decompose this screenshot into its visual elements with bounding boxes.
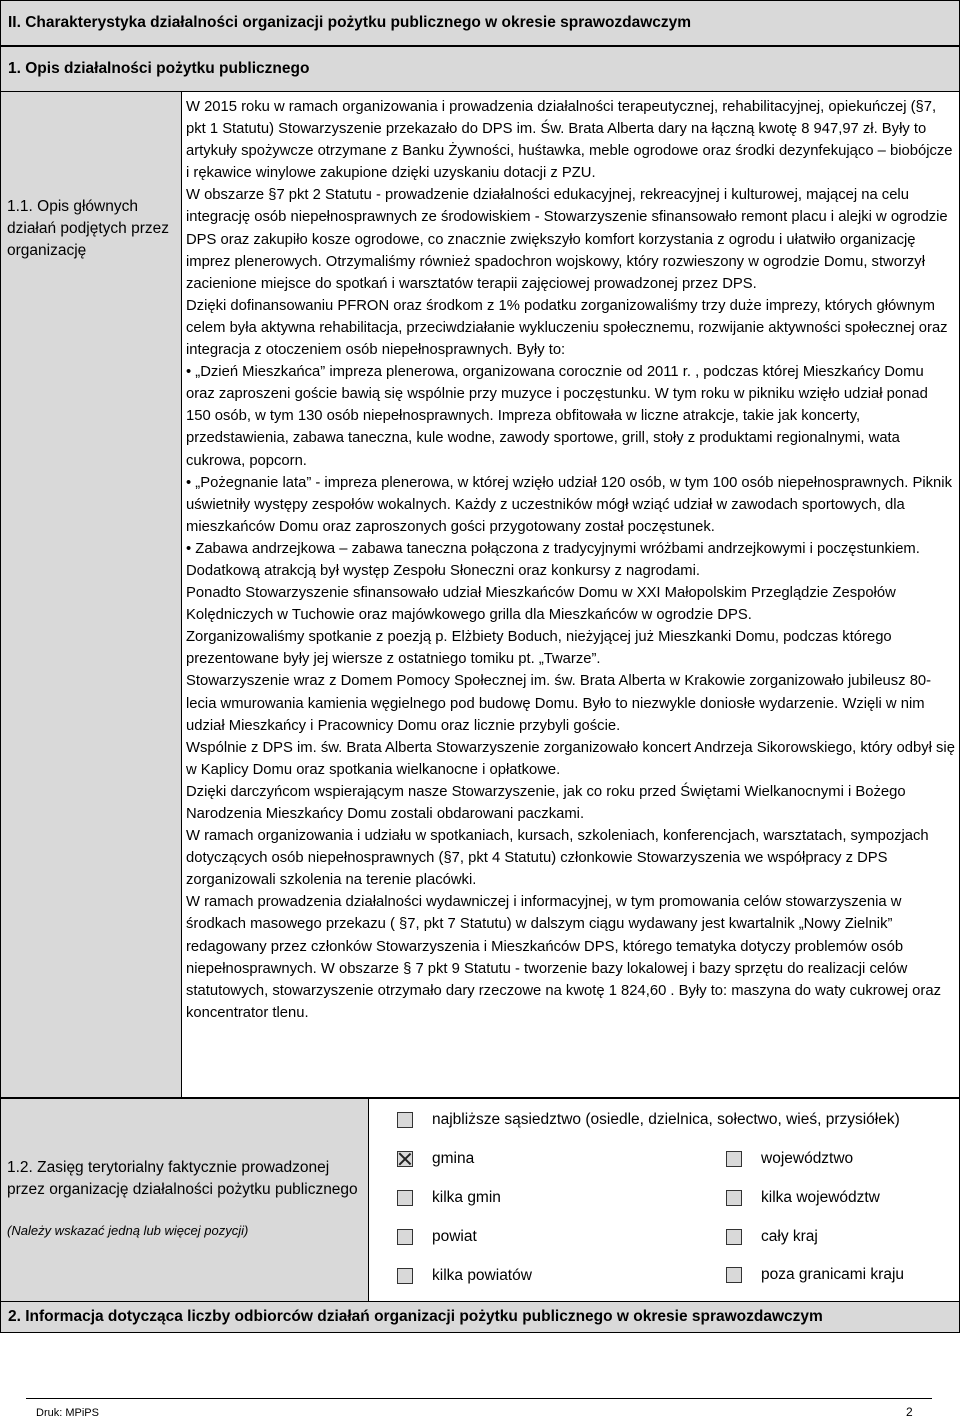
paragraph: Dzięki dofinansowaniu PFRON oraz środkom z 1% podatku zorganizowaliśmy trzy duże imprezy, których głównym celem była aktywna rehabilitacja, przeciwdziałanie wykluczeniu społecznemu, rozwijanie aktywności społecznej oraz integracja z otoczeniem osób niepełnosprawnych. Były to: xyxy=(186,297,948,359)
section-1-1-body xyxy=(186,96,956,1024)
footer-divider xyxy=(26,1398,932,1399)
checkbox-caly-kraj[interactable] xyxy=(726,1229,742,1245)
section-1-1-label-cell xyxy=(0,91,182,1098)
checkbox-poza-granicami[interactable] xyxy=(726,1267,742,1283)
checkbox-kilka-gmin[interactable] xyxy=(397,1190,413,1206)
option-label: kilka gmin xyxy=(432,1189,501,1206)
paragraph: • „Pożegnanie lata” - impreza plenerowa, w której wzięło udział 120 osób, w tym 100 osób niepełnosprawnych. Piknik uświetniły występy zespołów wokalnych. Każdy z uczestników mógł wziąć udział w zawodach sportowych, dla mieszkańców Domu oraz zaproszonych gości przygotowany został poczęstunek. xyxy=(186,474,952,535)
option-label: poza granicami kraju xyxy=(761,1266,905,1283)
section-title xyxy=(0,0,960,46)
paragraph: Stowarzyszenie wraz z Domem Pomocy Społecznej im. św. Brata Alberta w Krakowie zorganizowało jubileusz 80- lecia wmurowania kamienia węgielnego pod budowę Domu. Było to niezwykle doniosłe wydarzenie. Wzięli w nim udział Mieszkańcy i Pracownicy Domu oraz licznie przybyli goście. xyxy=(186,673,932,734)
checkbox-wojewodztwo[interactable] xyxy=(726,1151,742,1167)
subsection-title xyxy=(0,46,960,92)
option-label: gmina xyxy=(432,1150,475,1167)
footer-print-label: Druk: MPiPS xyxy=(36,1407,99,1419)
section-1-2-label-cell xyxy=(0,1098,369,1302)
option-gmina[interactable] xyxy=(397,1150,474,1168)
option-neighbourhood[interactable] xyxy=(397,1111,900,1129)
paragraph: • Zabawa andrzejkowa – zabawa taneczna połączona z tradycyjnymi wróżbami andrzejkowymi i poczęstunkiem. Dodatkową atrakcją był występ Zespołu Słoneczni oraz konkursy z nagrodami. xyxy=(186,540,920,579)
section-title-text: II. Charakterystyka działalności organizacji pożytku publicznego w okresie sprawozdawczym xyxy=(8,14,692,31)
option-wojewodztwo[interactable] xyxy=(726,1150,853,1168)
checkbox-gmina-checked[interactable] xyxy=(397,1151,413,1167)
option-label: cały kraj xyxy=(761,1228,818,1245)
subsection-title-text: 1. Opis działalności pożytku publicznego xyxy=(8,60,310,77)
option-label: kilka województw xyxy=(761,1189,880,1206)
option-label: kilka powiatów xyxy=(432,1267,532,1284)
paragraph: Zorganizowaliśmy spotkanie z poezją p. Elżbiety Boduch, nieżyjącej już Mieszkanki Domu, podczas którego prezentowane były jej wiersze z ostatniego tomiku pt. „Twarze”. xyxy=(186,629,892,668)
option-kilka-wojewodztw[interactable] xyxy=(726,1189,880,1207)
paragraph: W ramach prowadzenia działalności wydawniczej i informacyjnej, w tym promowania celów stowarzyszenia w środkach masowego przekazu ( §7, pkt 7 Statutu) w dalszym ciągu wydawany jest kwartalnik „Nowy Zielnik” redagowany przez członków Stowarzyszenia i Mieszkańców DPS, którego tematyka dotyczy problemów osób niepełnosprawnych. W obszarze § 7 pkt 9 Statutu - tworzenie bazy lokalowej i bazy sprzętu do realizacji celów statutowych, stowarzyszenie otrzymało dary rzeczowe na kwotę 1 824,60 . Były to: maszyna do waty cukrowej oraz koncentrator tlenu. xyxy=(186,894,941,1021)
page-number: 2 xyxy=(906,1405,913,1419)
option-poza-granicami[interactable] xyxy=(726,1266,904,1284)
section-1-2-note: (Należy wskazać jedną lub więcej pozycji) xyxy=(7,1223,249,1238)
option-label: województwo xyxy=(761,1150,854,1167)
paragraph: • „Dzień Mieszkańca” impreza plenerowa, organizowana corocznie od 2011 r. , podczas której Mieszkańcy Domu oraz zaproszeni goście bawią się wspólnie przy muzyce i poczęstunku. W tym roku w pikniku wzięło udział ponad 150 osób, w tym 130 osób niepełnosprawnych. Impreza obfitowała w liczne atrakcje, takie jak koncerty, przedstawienia, zabawa taneczna, kule wodne, zawody sportowe, grill, stoły z produktami regionalnymi, wata cukrowa, popcorn. xyxy=(186,364,928,469)
option-caly-kraj[interactable] xyxy=(726,1228,818,1246)
option-powiat[interactable] xyxy=(397,1228,477,1246)
paragraph: Dzięki darczyńcom wspierającym nasze Stowarzyszenie, jak co roku przed Świętami Wielkanocnymi i Bożego Narodzenia Mieszkańcy Domu zostali obdarowani paczkami. xyxy=(186,783,906,822)
section-1-1-label: 1.1. Opis głównych działań podjętych przez organizację xyxy=(7,198,169,259)
option-label: najbliższe sąsiedztwo (osiedle, dzielnica, sołectwo, wieś, przysiółek) xyxy=(432,1111,900,1128)
paragraph: Ponadto Stowarzyszenie sfinansowało udział Mieszkańców Domu w XXI Małopolskim Przeglądzie Zespołów Kolędniczych w Tuchowie oraz majówkowego grilla dla Mieszkańców w ogrodzie DPS. xyxy=(186,585,896,624)
section-1-2-label: 1.2. Zasięg terytorialny faktycznie prowadzonej przez organizację działalności pożytku publicznego xyxy=(7,1159,358,1198)
paragraph: W ramach organizowania i udziału w spotkaniach, kursach, szkoleniach, konferencjach, warsztatach, sympozjach dotyczących osób niepełnosprawnych (§7, pkt 4 Statutu) członkowie Stowarzyszenia we współpracy z DPS zorganizowali szkolenia na terenie placówki. xyxy=(186,828,929,889)
paragraph: W 2015 roku w ramach organizowania i prowadzenia działalności terapeutycznej, rehabilitacyjnej, opiekuńczej (§7, pkt 1 Statutu) Stowarzyszenie przekazało do DPS im. Św. Brata Alberta dary na łączną kwotę 8 947,97 zł. Były to artykuły spożywcze otrzymane z Banku Żywności, huśtawka, meble ogrodowe oraz środki dezynfekująco – biobójcze i rękawice winylowe zakupione dzięki uzyskaniu dotacji z PZU. xyxy=(186,99,953,182)
section-2-title xyxy=(0,1301,960,1333)
checkbox-neighbourhood[interactable] xyxy=(397,1112,413,1128)
checkbox-powiat[interactable] xyxy=(397,1229,413,1245)
section-2-title-text: 2. Informacja dotycząca liczby odbiorców działań organizacji pożytku publicznego w okresie sprawozdawczym xyxy=(8,1308,823,1325)
checkbox-kilka-powiatow[interactable] xyxy=(397,1268,413,1284)
checkbox-kilka-wojewodztw[interactable] xyxy=(726,1190,742,1206)
paragraph: W obszarze §7 pkt 2 Statutu - prowadzenie działalności edukacyjnej, rekreacyjnej i kulturowej, mającej na celu integrację osób niepełnosprawnych ze środowiskiem - Stowarzyszenie sfinansowało remont placu i alejki w ogrodzie DPS oraz zakupiło kosze ogrodowe, co znacznie zwiększyło komfort korzystania z ogrodu i ułatwiło organizację imprez plenerowych. Otrzymaliśmy również spadochron wojskowy, który rozwieszony w ogrodzie Domu, stworzył zacienione miejsce do spotkań i warsztatów terapii zajęciowej prowadzonej przez DPS. xyxy=(186,187,948,292)
option-label: powiat xyxy=(432,1228,477,1245)
option-kilka-gmin[interactable] xyxy=(397,1189,501,1207)
paragraph: Wspólnie z DPS im. św. Brata Alberta Stowarzyszenie zorganizowało koncert Andrzeja Sikorowskiego, który odbył się w Kaplicy Domu oraz spotkania wielkanocne i opłatkowe. xyxy=(186,739,955,778)
option-kilka-powiatow[interactable] xyxy=(397,1267,532,1285)
